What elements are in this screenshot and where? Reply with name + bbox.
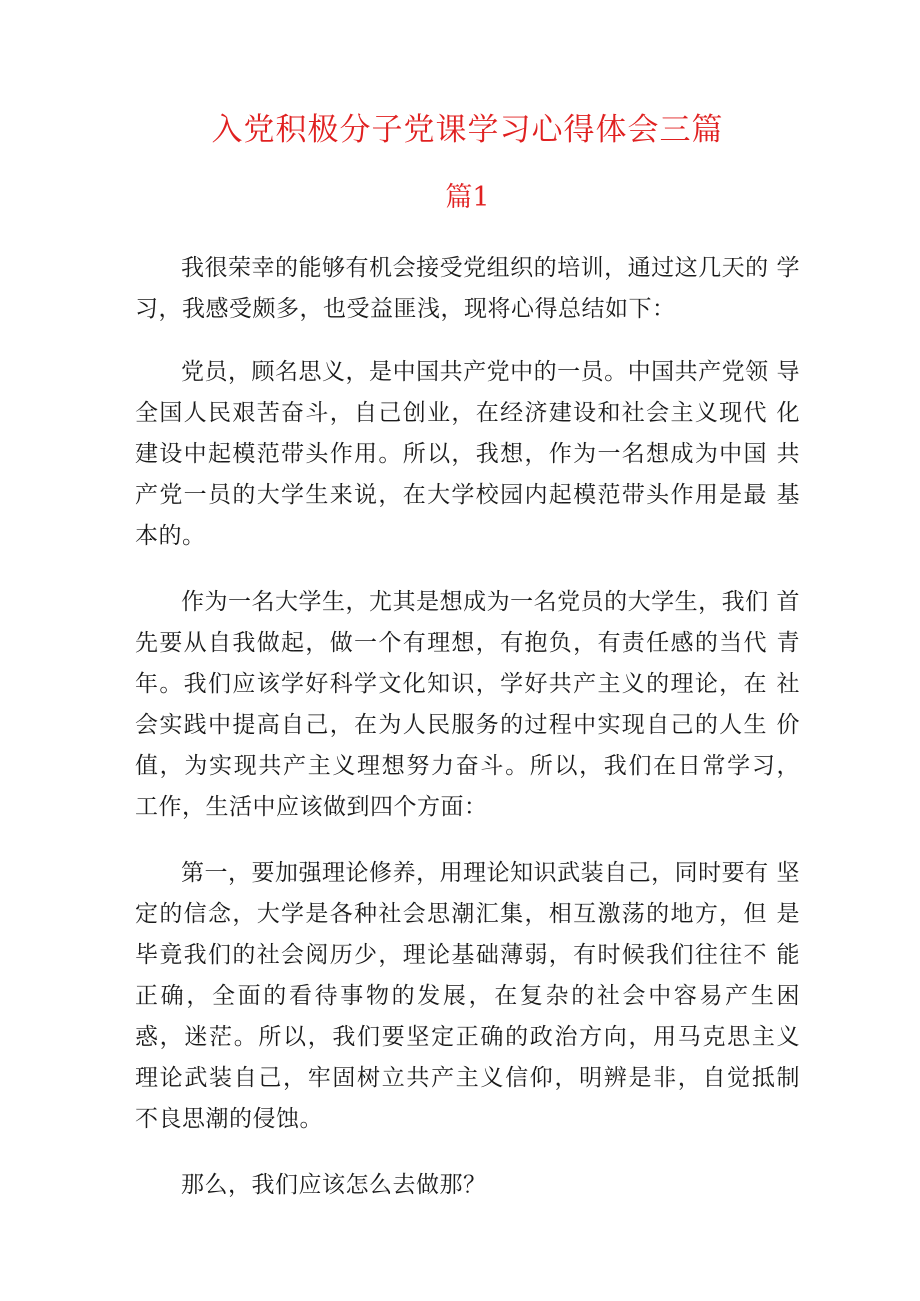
document-title: 入党积极分子党课学习心得体会三篇 xyxy=(211,112,724,148)
paragraph-university-student: 作为一名大学生，尤其是想成为一名党员的大学生，我们 首先要从自我做起，做一个有理想，有抱负，有责任感的当代 青年。我们应该学好科学文化知识，学好共产主义的理论，在 社会实践中提高自己，在为人民服务的过程中实现自己的人生 价值，为实现共产主义理想努力奋斗。所以，我们在日常学习， 工作，生活中应该做到四个方面： xyxy=(135,589,800,820)
section-heading: 篇1 xyxy=(445,182,490,213)
paragraph-question: 那么，我们应该怎么去做那？ xyxy=(181,1172,487,1198)
paragraph-first-point: 第一，要加强理论修养，用理论知识武装自己，同时要有 坚定的信念，大学是各种社会思潮汇集，相互激荡的地方，但 是毕竟我们的社会阅历少，理论基础薄弱，有时候我们往往不 能正确，全面的看待事物的发展，在复杂的社会中容易产生困 惑，迷茫。所以，我们要坚定正确的政治方向，用马克思主义 理论武装自己，牢固树立共产主义信仰，明辨是非，自觉抵制 不良思潮的侵蚀。 xyxy=(135,860,800,1132)
paragraph-party-member: 党员，顾名思义，是中国共产党中的一员。中国共产党领 导全国人民艰苦奋斗，自己创业，在经济建设和社会主义现代 化建设中起模范带头作用。所以，我想，作为一名想成为中国 共产党一员的大学生来说，在大学校园内起模范带头作用是最 基本的。 xyxy=(135,359,800,549)
paragraph-intro: 我很荣幸的能够有机会接受党组织的培训，通过这几天的 学习，我感受颇多，也受益匪浅，现将心得总结如下： xyxy=(135,255,800,322)
